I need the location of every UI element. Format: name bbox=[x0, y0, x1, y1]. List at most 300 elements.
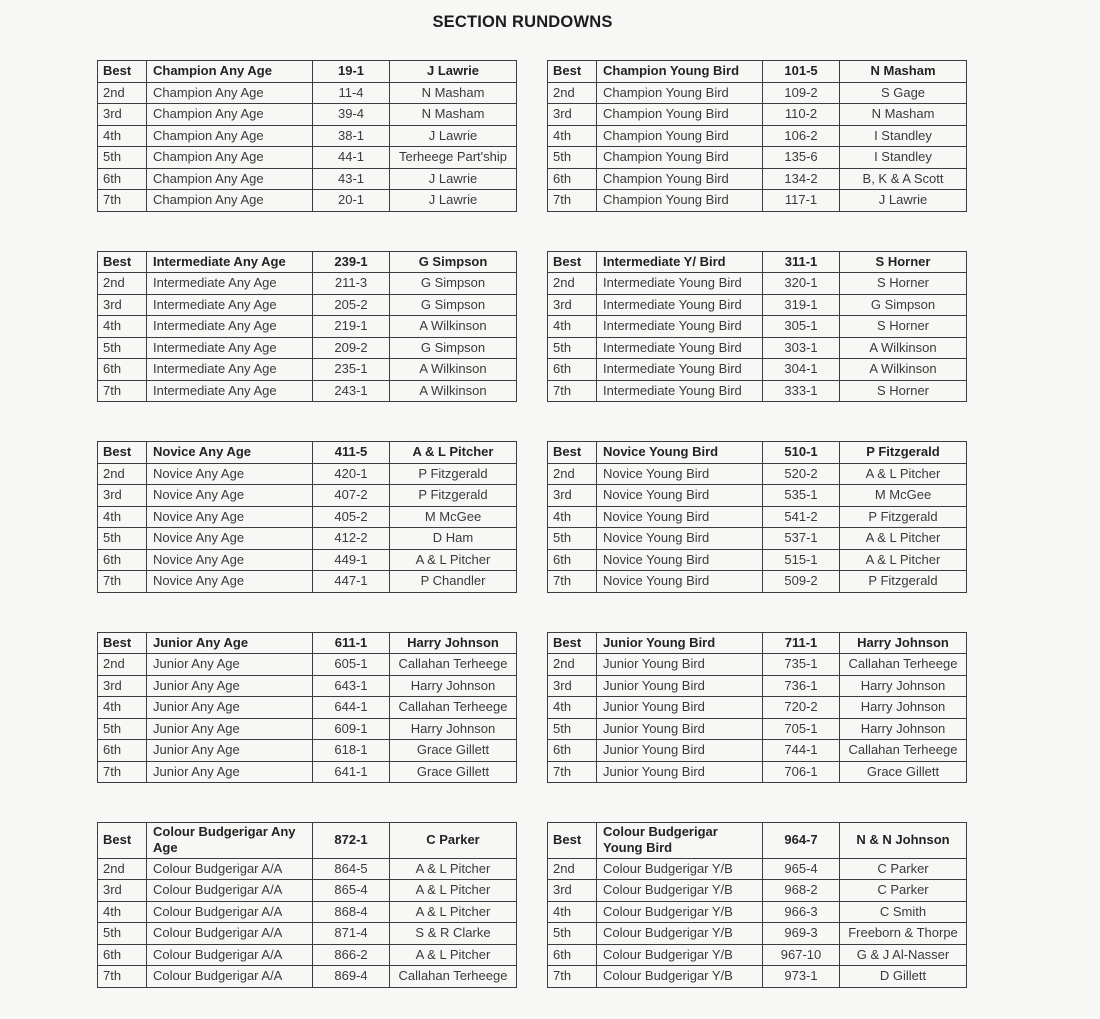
section-results-table bbox=[547, 632, 967, 784]
section-cell: Novice Any Age bbox=[147, 463, 313, 485]
cage-number-cell: 411-5 bbox=[313, 442, 390, 464]
exhibitor-cell: C Parker bbox=[840, 880, 967, 902]
position-cell: 3rd bbox=[548, 880, 597, 902]
section-cell: Novice Any Age bbox=[147, 485, 313, 507]
section-cell: Champion Young Bird bbox=[597, 104, 763, 126]
exhibitor-cell: Harry Johnson bbox=[390, 675, 517, 697]
section-cell: Intermediate Young Bird bbox=[597, 294, 763, 316]
section-results-table bbox=[547, 251, 967, 403]
exhibitor-cell: S Horner bbox=[840, 380, 967, 402]
result-row bbox=[98, 506, 517, 528]
section-results-table bbox=[97, 822, 517, 988]
section-cell: Colour Budgerigar Y/B bbox=[597, 880, 763, 902]
section-cell: Junior Young Bird bbox=[597, 675, 763, 697]
cage-number-cell: 407-2 bbox=[313, 485, 390, 507]
cage-number-cell: 134-2 bbox=[763, 168, 840, 190]
section-cell: Intermediate Any Age bbox=[147, 251, 313, 273]
best-result-row bbox=[548, 61, 967, 83]
section-cell: Intermediate Any Age bbox=[147, 359, 313, 381]
section-results-table bbox=[547, 60, 967, 212]
exhibitor-cell: N Masham bbox=[840, 61, 967, 83]
exhibitor-cell: Callahan Terheege bbox=[390, 654, 517, 676]
section-cell: Champion Young Bird bbox=[597, 147, 763, 169]
position-cell: 2nd bbox=[98, 858, 147, 880]
exhibitor-cell: S Horner bbox=[840, 251, 967, 273]
result-row bbox=[98, 294, 517, 316]
exhibitor-cell: G Simpson bbox=[390, 251, 517, 273]
exhibitor-cell: A & L Pitcher bbox=[390, 442, 517, 464]
exhibitor-cell: N Masham bbox=[390, 82, 517, 104]
section-cell: Novice Any Age bbox=[147, 549, 313, 571]
cage-number-cell: 644-1 bbox=[313, 697, 390, 719]
position-cell: 6th bbox=[548, 944, 597, 966]
result-row bbox=[548, 966, 967, 988]
position-cell: 5th bbox=[548, 337, 597, 359]
cage-number-cell: 38-1 bbox=[313, 125, 390, 147]
cage-number-cell: 101-5 bbox=[763, 61, 840, 83]
cage-number-cell: 706-1 bbox=[763, 761, 840, 783]
cage-number-cell: 736-1 bbox=[763, 675, 840, 697]
position-cell: 3rd bbox=[98, 485, 147, 507]
exhibitor-cell: P Fitzgerald bbox=[840, 506, 967, 528]
result-row bbox=[98, 675, 517, 697]
result-row bbox=[98, 880, 517, 902]
cage-number-cell: 420-1 bbox=[313, 463, 390, 485]
result-row bbox=[98, 82, 517, 104]
section-cell: Novice Young Bird bbox=[597, 571, 763, 593]
position-cell: 2nd bbox=[98, 273, 147, 295]
section-cell: Colour Budgerigar A/A bbox=[147, 923, 313, 945]
cage-number-cell: 964-7 bbox=[763, 823, 840, 859]
result-row bbox=[98, 718, 517, 740]
cage-number-cell: 541-2 bbox=[763, 506, 840, 528]
position-cell: 7th bbox=[98, 380, 147, 402]
exhibitor-cell: J Lawrie bbox=[390, 190, 517, 212]
position-cell: Best bbox=[98, 632, 147, 654]
cage-number-cell: 44-1 bbox=[313, 147, 390, 169]
position-cell: 2nd bbox=[98, 654, 147, 676]
exhibitor-cell: S & R Clarke bbox=[390, 923, 517, 945]
result-row bbox=[98, 901, 517, 923]
exhibitor-cell: A & L Pitcher bbox=[390, 880, 517, 902]
position-cell: 2nd bbox=[548, 463, 597, 485]
result-row bbox=[98, 190, 517, 212]
position-cell: 7th bbox=[548, 761, 597, 783]
exhibitor-cell: A Wilkinson bbox=[390, 359, 517, 381]
result-row bbox=[548, 944, 967, 966]
exhibitor-cell: P Fitzgerald bbox=[840, 442, 967, 464]
section-cell: Champion Any Age bbox=[147, 147, 313, 169]
result-row bbox=[548, 337, 967, 359]
position-cell: 2nd bbox=[548, 858, 597, 880]
position-cell: 7th bbox=[98, 761, 147, 783]
section-cell: Colour Budgerigar A/A bbox=[147, 944, 313, 966]
position-cell: 7th bbox=[548, 380, 597, 402]
exhibitor-cell: N & N Johnson bbox=[840, 823, 967, 859]
exhibitor-cell: S Gage bbox=[840, 82, 967, 104]
exhibitor-cell: G & J Al-Nasser bbox=[840, 944, 967, 966]
cage-number-cell: 405-2 bbox=[313, 506, 390, 528]
result-row bbox=[98, 380, 517, 402]
exhibitor-cell: B, K & A Scott bbox=[840, 168, 967, 190]
cage-number-cell: 611-1 bbox=[313, 632, 390, 654]
cage-number-cell: 110-2 bbox=[763, 104, 840, 126]
cage-number-cell: 705-1 bbox=[763, 718, 840, 740]
position-cell: 4th bbox=[548, 506, 597, 528]
exhibitor-cell: J Lawrie bbox=[390, 61, 517, 83]
section-cell: Junior Any Age bbox=[147, 654, 313, 676]
cage-number-cell: 447-1 bbox=[313, 571, 390, 593]
exhibitor-cell: G Simpson bbox=[840, 294, 967, 316]
section-results-table bbox=[97, 60, 517, 212]
section-cell: Colour Budgerigar Y/B bbox=[597, 966, 763, 988]
result-row bbox=[98, 944, 517, 966]
exhibitor-cell: D Ham bbox=[390, 528, 517, 550]
cage-number-cell: 320-1 bbox=[763, 273, 840, 295]
cage-number-cell: 11-4 bbox=[313, 82, 390, 104]
cage-number-cell: 333-1 bbox=[763, 380, 840, 402]
table-pair-row bbox=[97, 632, 967, 784]
exhibitor-cell: I Standley bbox=[840, 147, 967, 169]
cage-number-cell: 720-2 bbox=[763, 697, 840, 719]
cage-number-cell: 868-4 bbox=[313, 901, 390, 923]
cage-number-cell: 969-3 bbox=[763, 923, 840, 945]
exhibitor-cell: A Wilkinson bbox=[840, 337, 967, 359]
result-row bbox=[548, 697, 967, 719]
table-pair-row bbox=[97, 251, 967, 403]
exhibitor-cell: Grace Gillett bbox=[390, 761, 517, 783]
section-cell: Colour Budgerigar A/A bbox=[147, 858, 313, 880]
position-cell: Best bbox=[98, 823, 147, 859]
cage-number-cell: 243-1 bbox=[313, 380, 390, 402]
result-row bbox=[98, 359, 517, 381]
position-cell: 6th bbox=[98, 359, 147, 381]
cage-number-cell: 319-1 bbox=[763, 294, 840, 316]
section-cell: Champion Young Bird bbox=[597, 168, 763, 190]
exhibitor-cell: G Simpson bbox=[390, 294, 517, 316]
result-row bbox=[98, 125, 517, 147]
section-cell: Novice Young Bird bbox=[597, 549, 763, 571]
cage-number-cell: 510-1 bbox=[763, 442, 840, 464]
result-row bbox=[98, 463, 517, 485]
position-cell: 6th bbox=[548, 359, 597, 381]
position-cell: 4th bbox=[548, 901, 597, 923]
section-cell: Novice Young Bird bbox=[597, 463, 763, 485]
cage-number-cell: 43-1 bbox=[313, 168, 390, 190]
position-cell: 3rd bbox=[98, 675, 147, 697]
table-pair-row bbox=[97, 441, 967, 593]
position-cell: 2nd bbox=[548, 654, 597, 676]
position-cell: 4th bbox=[548, 697, 597, 719]
position-cell: 2nd bbox=[98, 82, 147, 104]
section-cell: Champion Any Age bbox=[147, 168, 313, 190]
section-cell: Intermediate Young Bird bbox=[597, 337, 763, 359]
cage-number-cell: 117-1 bbox=[763, 190, 840, 212]
position-cell: 2nd bbox=[548, 273, 597, 295]
cage-number-cell: 864-5 bbox=[313, 858, 390, 880]
position-cell: Best bbox=[548, 251, 597, 273]
cage-number-cell: 537-1 bbox=[763, 528, 840, 550]
position-cell: Best bbox=[548, 442, 597, 464]
exhibitor-cell: A Wilkinson bbox=[840, 359, 967, 381]
exhibitor-cell: Callahan Terheege bbox=[390, 966, 517, 988]
cage-number-cell: 735-1 bbox=[763, 654, 840, 676]
result-row bbox=[98, 571, 517, 593]
cage-number-cell: 869-4 bbox=[313, 966, 390, 988]
exhibitor-cell: A & L Pitcher bbox=[390, 858, 517, 880]
result-row bbox=[98, 740, 517, 762]
result-row bbox=[548, 104, 967, 126]
section-cell: Colour Budgerigar Y/B bbox=[597, 944, 763, 966]
result-row bbox=[98, 528, 517, 550]
exhibitor-cell: Harry Johnson bbox=[390, 718, 517, 740]
cage-number-cell: 871-4 bbox=[313, 923, 390, 945]
cage-number-cell: 965-4 bbox=[763, 858, 840, 880]
section-cell: Champion Young Bird bbox=[597, 61, 763, 83]
position-cell: 4th bbox=[98, 506, 147, 528]
section-cell: Novice Young Bird bbox=[597, 442, 763, 464]
cage-number-cell: 609-1 bbox=[313, 718, 390, 740]
cage-number-cell: 605-1 bbox=[313, 654, 390, 676]
section-cell: Junior Young Bird bbox=[597, 718, 763, 740]
result-row bbox=[548, 718, 967, 740]
best-result-row bbox=[548, 632, 967, 654]
section-cell: Junior Young Bird bbox=[597, 761, 763, 783]
position-cell: 7th bbox=[98, 571, 147, 593]
best-result-row bbox=[548, 251, 967, 273]
exhibitor-cell: A & L Pitcher bbox=[390, 549, 517, 571]
cage-number-cell: 19-1 bbox=[313, 61, 390, 83]
result-row bbox=[98, 147, 517, 169]
result-row bbox=[548, 316, 967, 338]
exhibitor-cell: M McGee bbox=[390, 506, 517, 528]
result-row bbox=[98, 337, 517, 359]
cage-number-cell: 515-1 bbox=[763, 549, 840, 571]
exhibitor-cell: A & L Pitcher bbox=[390, 901, 517, 923]
section-cell: Junior Any Age bbox=[147, 632, 313, 654]
position-cell: 5th bbox=[548, 718, 597, 740]
result-row bbox=[548, 380, 967, 402]
section-cell: Intermediate Young Bird bbox=[597, 359, 763, 381]
exhibitor-cell: A & L Pitcher bbox=[840, 528, 967, 550]
section-cell: Intermediate Any Age bbox=[147, 294, 313, 316]
position-cell: 4th bbox=[98, 901, 147, 923]
exhibitor-cell: P Chandler bbox=[390, 571, 517, 593]
section-cell: Junior Any Age bbox=[147, 718, 313, 740]
position-cell: 6th bbox=[98, 549, 147, 571]
position-cell: 4th bbox=[98, 316, 147, 338]
position-cell: 4th bbox=[548, 316, 597, 338]
exhibitor-cell: J Lawrie bbox=[390, 168, 517, 190]
position-cell: 5th bbox=[548, 528, 597, 550]
cage-number-cell: 109-2 bbox=[763, 82, 840, 104]
exhibitor-cell: Harry Johnson bbox=[840, 718, 967, 740]
exhibitor-cell: I Standley bbox=[840, 125, 967, 147]
exhibitor-cell: S Horner bbox=[840, 273, 967, 295]
best-result-row bbox=[548, 823, 967, 859]
best-result-row bbox=[98, 632, 517, 654]
result-row bbox=[548, 761, 967, 783]
cage-number-cell: 20-1 bbox=[313, 190, 390, 212]
cage-number-cell: 39-4 bbox=[313, 104, 390, 126]
cage-number-cell: 106-2 bbox=[763, 125, 840, 147]
exhibitor-cell: A & L Pitcher bbox=[840, 549, 967, 571]
section-cell: Champion Any Age bbox=[147, 104, 313, 126]
result-row bbox=[98, 549, 517, 571]
exhibitor-cell: P Fitzgerald bbox=[840, 571, 967, 593]
exhibitor-cell: M McGee bbox=[840, 485, 967, 507]
best-result-row bbox=[548, 442, 967, 464]
section-cell: Champion Young Bird bbox=[597, 82, 763, 104]
result-row bbox=[548, 506, 967, 528]
cage-number-cell: 239-1 bbox=[313, 251, 390, 273]
section-cell: Junior Young Bird bbox=[597, 740, 763, 762]
position-cell: Best bbox=[98, 251, 147, 273]
position-cell: Best bbox=[548, 61, 597, 83]
best-result-row bbox=[98, 823, 517, 859]
page-title: SECTION RUNDOWNS bbox=[432, 13, 613, 31]
cage-number-cell: 449-1 bbox=[313, 549, 390, 571]
result-row bbox=[548, 294, 967, 316]
cage-number-cell: 311-1 bbox=[763, 251, 840, 273]
section-cell: Champion Any Age bbox=[147, 82, 313, 104]
exhibitor-cell: Callahan Terheege bbox=[840, 654, 967, 676]
section-cell: Intermediate Young Bird bbox=[597, 316, 763, 338]
result-row bbox=[548, 190, 967, 212]
cage-number-cell: 744-1 bbox=[763, 740, 840, 762]
section-results-table bbox=[97, 632, 517, 784]
section-cell: Intermediate Young Bird bbox=[597, 273, 763, 295]
section-cell: Junior Young Bird bbox=[597, 654, 763, 676]
result-row bbox=[548, 571, 967, 593]
result-row bbox=[548, 740, 967, 762]
position-cell: 4th bbox=[548, 125, 597, 147]
section-cell: Intermediate Any Age bbox=[147, 380, 313, 402]
section-cell: Junior Any Age bbox=[147, 675, 313, 697]
position-cell: 5th bbox=[98, 718, 147, 740]
section-results-table bbox=[97, 441, 517, 593]
position-cell: 3rd bbox=[548, 104, 597, 126]
position-cell: 7th bbox=[548, 571, 597, 593]
cage-number-cell: 966-3 bbox=[763, 901, 840, 923]
section-cell: Junior Any Age bbox=[147, 740, 313, 762]
position-cell: 3rd bbox=[98, 104, 147, 126]
position-cell: 5th bbox=[548, 147, 597, 169]
exhibitor-cell: G Simpson bbox=[390, 337, 517, 359]
position-cell: 4th bbox=[98, 697, 147, 719]
position-cell: 7th bbox=[548, 190, 597, 212]
position-cell: Best bbox=[98, 442, 147, 464]
cage-number-cell: 303-1 bbox=[763, 337, 840, 359]
cage-number-cell: 865-4 bbox=[313, 880, 390, 902]
section-results-table bbox=[97, 251, 517, 403]
exhibitor-cell: C Parker bbox=[840, 858, 967, 880]
exhibitor-cell: S Horner bbox=[840, 316, 967, 338]
result-row bbox=[98, 485, 517, 507]
result-row bbox=[548, 273, 967, 295]
section-cell: Colour Budgerigar A/A bbox=[147, 966, 313, 988]
exhibitor-cell: A Wilkinson bbox=[390, 380, 517, 402]
section-cell: Colour Budgerigar Y/B bbox=[597, 901, 763, 923]
section-cell: Intermediate Young Bird bbox=[597, 380, 763, 402]
exhibitor-cell: A Wilkinson bbox=[390, 316, 517, 338]
result-row bbox=[548, 858, 967, 880]
tables-grid bbox=[97, 60, 967, 988]
position-cell: Best bbox=[548, 823, 597, 859]
cage-number-cell: 205-2 bbox=[313, 294, 390, 316]
result-row bbox=[98, 858, 517, 880]
position-cell: 7th bbox=[98, 966, 147, 988]
position-cell: 3rd bbox=[98, 294, 147, 316]
cage-number-cell: 520-2 bbox=[763, 463, 840, 485]
section-cell: Champion Any Age bbox=[147, 61, 313, 83]
table-pair-row bbox=[97, 60, 967, 212]
cage-number-cell: 304-1 bbox=[763, 359, 840, 381]
result-row bbox=[548, 901, 967, 923]
position-cell: 5th bbox=[548, 923, 597, 945]
section-cell: Colour Budgerigar Y/B bbox=[597, 923, 763, 945]
result-row bbox=[98, 966, 517, 988]
cage-number-cell: 866-2 bbox=[313, 944, 390, 966]
cage-number-cell: 535-1 bbox=[763, 485, 840, 507]
exhibitor-cell: N Masham bbox=[840, 104, 967, 126]
exhibitor-cell: Callahan Terheege bbox=[390, 697, 517, 719]
section-cell: Novice Young Bird bbox=[597, 485, 763, 507]
section-cell: Champion Any Age bbox=[147, 125, 313, 147]
position-cell: Best bbox=[98, 61, 147, 83]
exhibitor-cell: A & L Pitcher bbox=[390, 944, 517, 966]
result-row bbox=[548, 549, 967, 571]
result-row bbox=[98, 697, 517, 719]
section-cell: Intermediate Y/ Bird bbox=[597, 251, 763, 273]
result-row bbox=[98, 761, 517, 783]
position-cell: 3rd bbox=[548, 675, 597, 697]
exhibitor-cell: Callahan Terheege bbox=[840, 740, 967, 762]
exhibitor-cell: Grace Gillett bbox=[840, 761, 967, 783]
section-cell: Junior Young Bird bbox=[597, 697, 763, 719]
best-result-row bbox=[98, 61, 517, 83]
result-row bbox=[548, 923, 967, 945]
cage-number-cell: 872-1 bbox=[313, 823, 390, 859]
result-row bbox=[548, 125, 967, 147]
result-row bbox=[98, 654, 517, 676]
position-cell: 3rd bbox=[548, 485, 597, 507]
position-cell: 7th bbox=[548, 966, 597, 988]
exhibitor-cell: J Lawrie bbox=[840, 190, 967, 212]
result-row bbox=[548, 675, 967, 697]
section-cell: Colour Budgerigar Young Bird bbox=[597, 823, 763, 859]
cage-number-cell: 973-1 bbox=[763, 966, 840, 988]
section-cell: Colour Budgerigar Y/B bbox=[597, 858, 763, 880]
best-result-row bbox=[98, 251, 517, 273]
section-cell: Novice Any Age bbox=[147, 442, 313, 464]
position-cell: 6th bbox=[98, 740, 147, 762]
position-cell: 6th bbox=[548, 740, 597, 762]
result-row bbox=[548, 82, 967, 104]
result-row bbox=[98, 104, 517, 126]
result-row bbox=[548, 463, 967, 485]
cage-number-cell: 412-2 bbox=[313, 528, 390, 550]
result-row bbox=[548, 168, 967, 190]
position-cell: 6th bbox=[98, 944, 147, 966]
position-cell: 4th bbox=[98, 125, 147, 147]
section-cell: Intermediate Any Age bbox=[147, 316, 313, 338]
cage-number-cell: 711-1 bbox=[763, 632, 840, 654]
exhibitor-cell: P Fitzgerald bbox=[390, 485, 517, 507]
position-cell: 5th bbox=[98, 337, 147, 359]
section-cell: Champion Young Bird bbox=[597, 125, 763, 147]
position-cell: 2nd bbox=[548, 82, 597, 104]
